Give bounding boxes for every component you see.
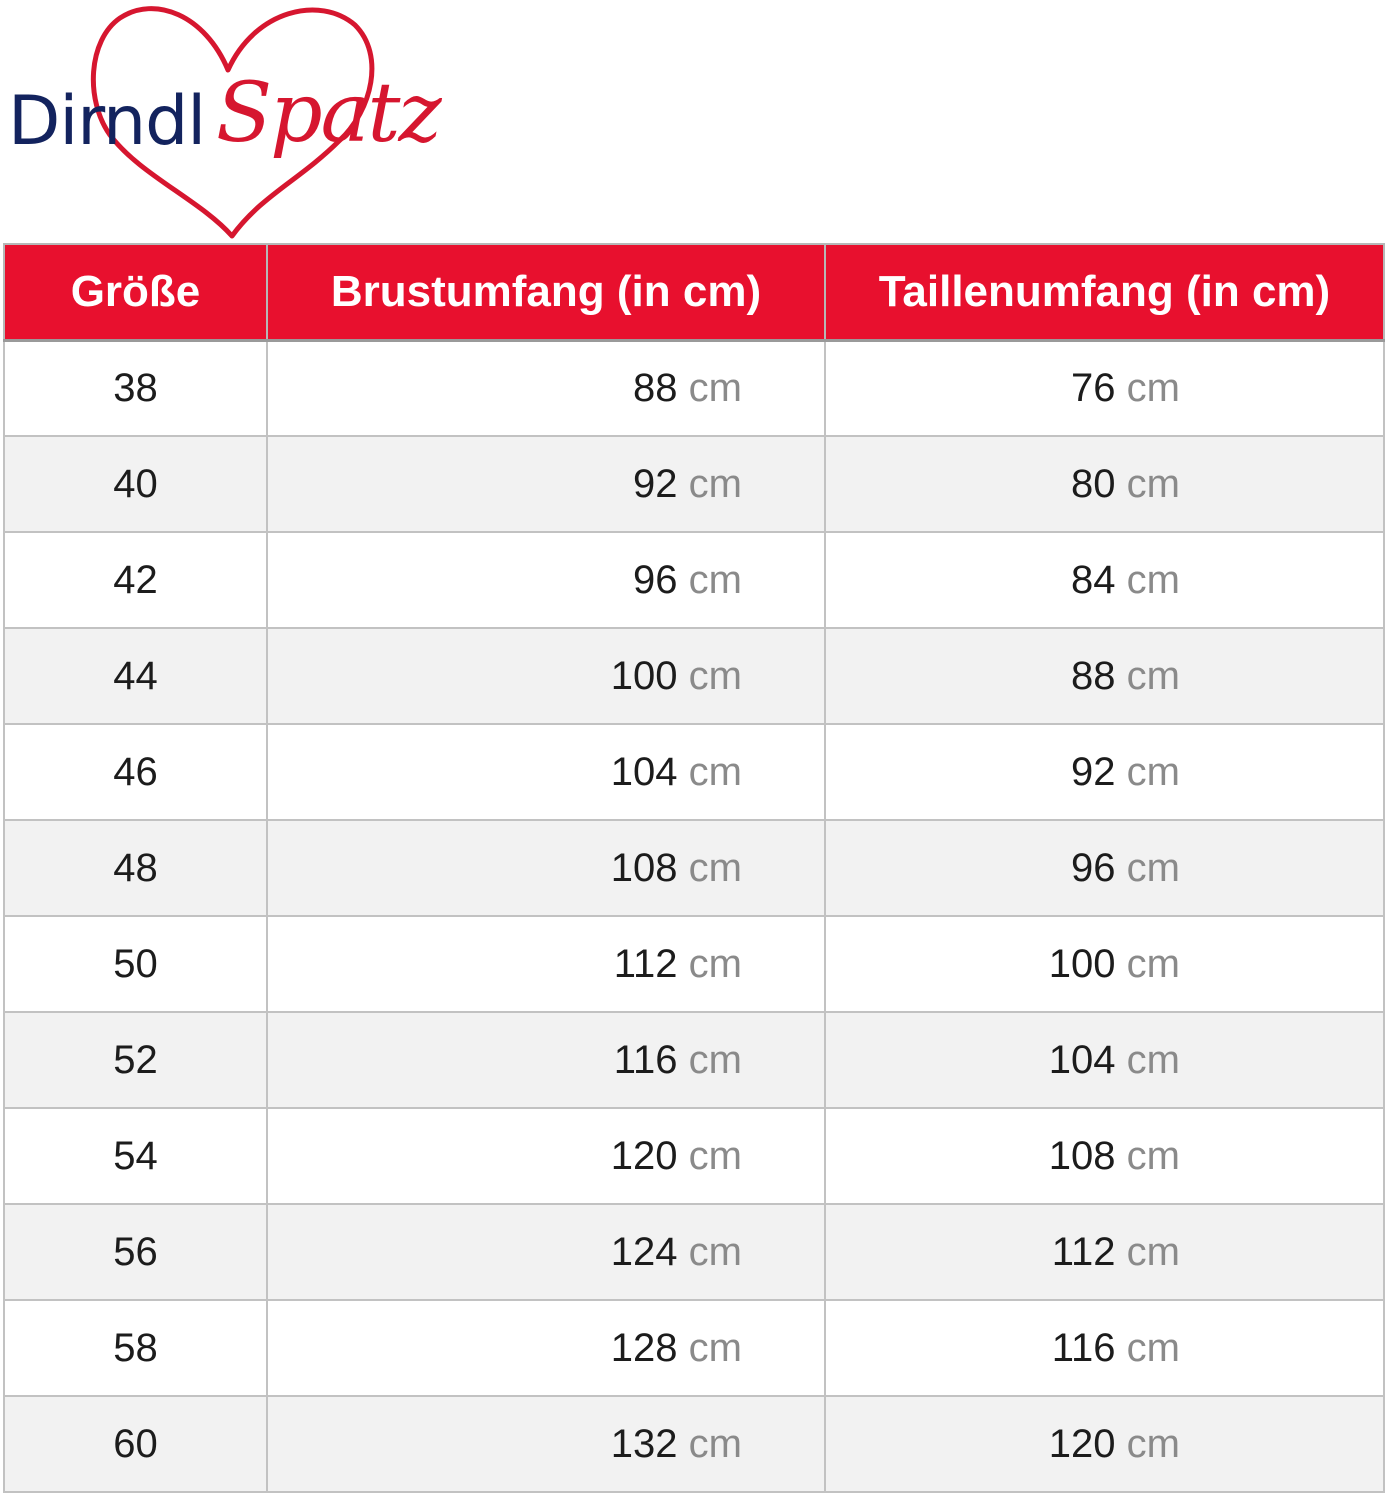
waist-value: 96: [1071, 845, 1116, 890]
table-row: [4, 436, 1384, 532]
waist-measurement: [1036, 462, 1180, 507]
bust-value: 96: [633, 557, 678, 602]
size-cell: 54: [4, 1108, 267, 1204]
bust-unit: cm: [688, 1229, 742, 1274]
waist-measurement: [1036, 1230, 1180, 1275]
size-cell: 58: [4, 1300, 267, 1396]
waist-cell: [825, 1108, 1384, 1204]
size-cell: 46: [4, 724, 267, 820]
waist-value: 76: [1071, 365, 1116, 410]
bust-value: 108: [610, 845, 678, 890]
bust-unit: cm: [688, 1037, 742, 1082]
bust-measurement: [598, 366, 742, 411]
bust-value: 132: [610, 1421, 678, 1466]
bust-measurement: [598, 1422, 742, 1467]
bust-value: 128: [610, 1325, 678, 1370]
waist-unit: cm: [1126, 845, 1180, 890]
waist-cell: [825, 1012, 1384, 1108]
table-row: [4, 820, 1384, 916]
bust-measurement: [598, 750, 742, 795]
bust-measurement: [598, 1038, 742, 1083]
bust-measurement: [598, 1134, 742, 1179]
bust-measurement: [598, 654, 742, 699]
bust-measurement: [598, 558, 742, 603]
waist-cell: [825, 724, 1384, 820]
waist-unit: cm: [1126, 365, 1180, 410]
header-size: Größe: [4, 244, 267, 340]
bust-value: 104: [610, 749, 678, 794]
table-row: [4, 628, 1384, 724]
waist-cell: [825, 1204, 1384, 1300]
bust-unit: cm: [688, 845, 742, 890]
bust-unit: cm: [688, 749, 742, 794]
bust-cell: [267, 820, 825, 916]
waist-cell: [825, 1300, 1384, 1396]
table-row: [4, 1108, 1384, 1204]
waist-unit: cm: [1126, 1421, 1180, 1466]
brand-logo: [0, 0, 440, 240]
bust-cell: [267, 628, 825, 724]
waist-cell: [825, 628, 1384, 724]
waist-unit: cm: [1126, 653, 1180, 698]
header-waist: Taillenumfang (in cm): [825, 244, 1384, 340]
waist-cell: [825, 340, 1384, 436]
waist-value: 116: [1051, 1325, 1116, 1370]
waist-measurement: [1036, 1326, 1180, 1371]
bust-measurement: [598, 1326, 742, 1371]
waist-value: 104: [1048, 1037, 1116, 1082]
waist-value: 80: [1071, 461, 1116, 506]
waist-cell: [825, 532, 1384, 628]
table-header-row: [4, 244, 1384, 340]
bust-value: 120: [610, 1133, 678, 1178]
bust-cell: [267, 1396, 825, 1492]
bust-unit: cm: [688, 557, 742, 602]
bust-unit: cm: [688, 1421, 742, 1466]
waist-measurement: [1036, 1422, 1180, 1467]
waist-measurement: [1036, 942, 1180, 987]
waist-unit: cm: [1126, 1229, 1180, 1274]
waist-unit: cm: [1126, 461, 1180, 506]
waist-value: 100: [1048, 941, 1116, 986]
size-cell: 48: [4, 820, 267, 916]
bust-cell: [267, 916, 825, 1012]
bust-unit: cm: [688, 941, 742, 986]
bust-measurement: [598, 1230, 742, 1275]
waist-measurement: [1036, 366, 1180, 411]
bust-value: 100: [610, 653, 678, 698]
table-row: [4, 724, 1384, 820]
size-cell: 52: [4, 1012, 267, 1108]
bust-measurement: [598, 846, 742, 891]
logo-word-dirndl: Dirndl: [8, 82, 206, 161]
size-cell: 60: [4, 1396, 267, 1492]
waist-cell: [825, 436, 1384, 532]
bust-cell: [267, 1300, 825, 1396]
bust-cell: [267, 340, 825, 436]
waist-cell: [825, 1396, 1384, 1492]
bust-cell: [267, 1204, 825, 1300]
table-row: [4, 1396, 1384, 1492]
bust-unit: cm: [688, 653, 742, 698]
waist-unit: cm: [1126, 749, 1180, 794]
size-cell: 42: [4, 532, 267, 628]
waist-unit: cm: [1126, 941, 1180, 986]
bust-cell: [267, 1108, 825, 1204]
bust-cell: [267, 724, 825, 820]
table-row: [4, 532, 1384, 628]
size-cell: 40: [4, 436, 267, 532]
waist-measurement: [1036, 1038, 1180, 1083]
waist-unit: cm: [1126, 1325, 1180, 1370]
header-bust: Brustumfang (in cm): [267, 244, 825, 340]
size-chart-table: [3, 243, 1385, 1493]
bust-unit: cm: [688, 1133, 742, 1178]
table-row: [4, 1204, 1384, 1300]
waist-measurement: [1036, 750, 1180, 795]
waist-cell: [825, 820, 1384, 916]
waist-unit: cm: [1126, 1037, 1180, 1082]
bust-unit: cm: [688, 461, 742, 506]
table-row: [4, 1012, 1384, 1108]
size-cell: 44: [4, 628, 267, 724]
waist-measurement: [1036, 846, 1180, 891]
bust-cell: [267, 436, 825, 532]
waist-unit: cm: [1126, 1133, 1180, 1178]
waist-unit: cm: [1126, 557, 1180, 602]
bust-unit: cm: [688, 1325, 742, 1370]
bust-measurement: [598, 462, 742, 507]
size-cell: 50: [4, 916, 267, 1012]
waist-value: 88: [1071, 653, 1116, 698]
size-cell: 56: [4, 1204, 267, 1300]
waist-value: 92: [1071, 749, 1116, 794]
bust-value: 124: [610, 1229, 678, 1274]
bust-value: 112: [613, 941, 678, 986]
waist-measurement: [1036, 654, 1180, 699]
logo-word-spatz: Spatz: [216, 66, 440, 161]
table-row: [4, 1300, 1384, 1396]
bust-measurement: [598, 942, 742, 987]
waist-value: 108: [1048, 1133, 1116, 1178]
waist-measurement: [1036, 558, 1180, 603]
bust-cell: [267, 1012, 825, 1108]
bust-cell: [267, 532, 825, 628]
waist-value: 84: [1071, 557, 1116, 602]
waist-value: 120: [1048, 1421, 1116, 1466]
table-row: [4, 340, 1384, 436]
bust-unit: cm: [688, 365, 742, 410]
bust-value: 88: [633, 365, 678, 410]
waist-measurement: [1036, 1134, 1180, 1179]
waist-value: 112: [1051, 1229, 1116, 1274]
waist-cell: [825, 916, 1384, 1012]
size-cell: 38: [4, 340, 267, 436]
table-row: [4, 916, 1384, 1012]
bust-value: 116: [613, 1037, 678, 1082]
bust-value: 92: [633, 461, 678, 506]
